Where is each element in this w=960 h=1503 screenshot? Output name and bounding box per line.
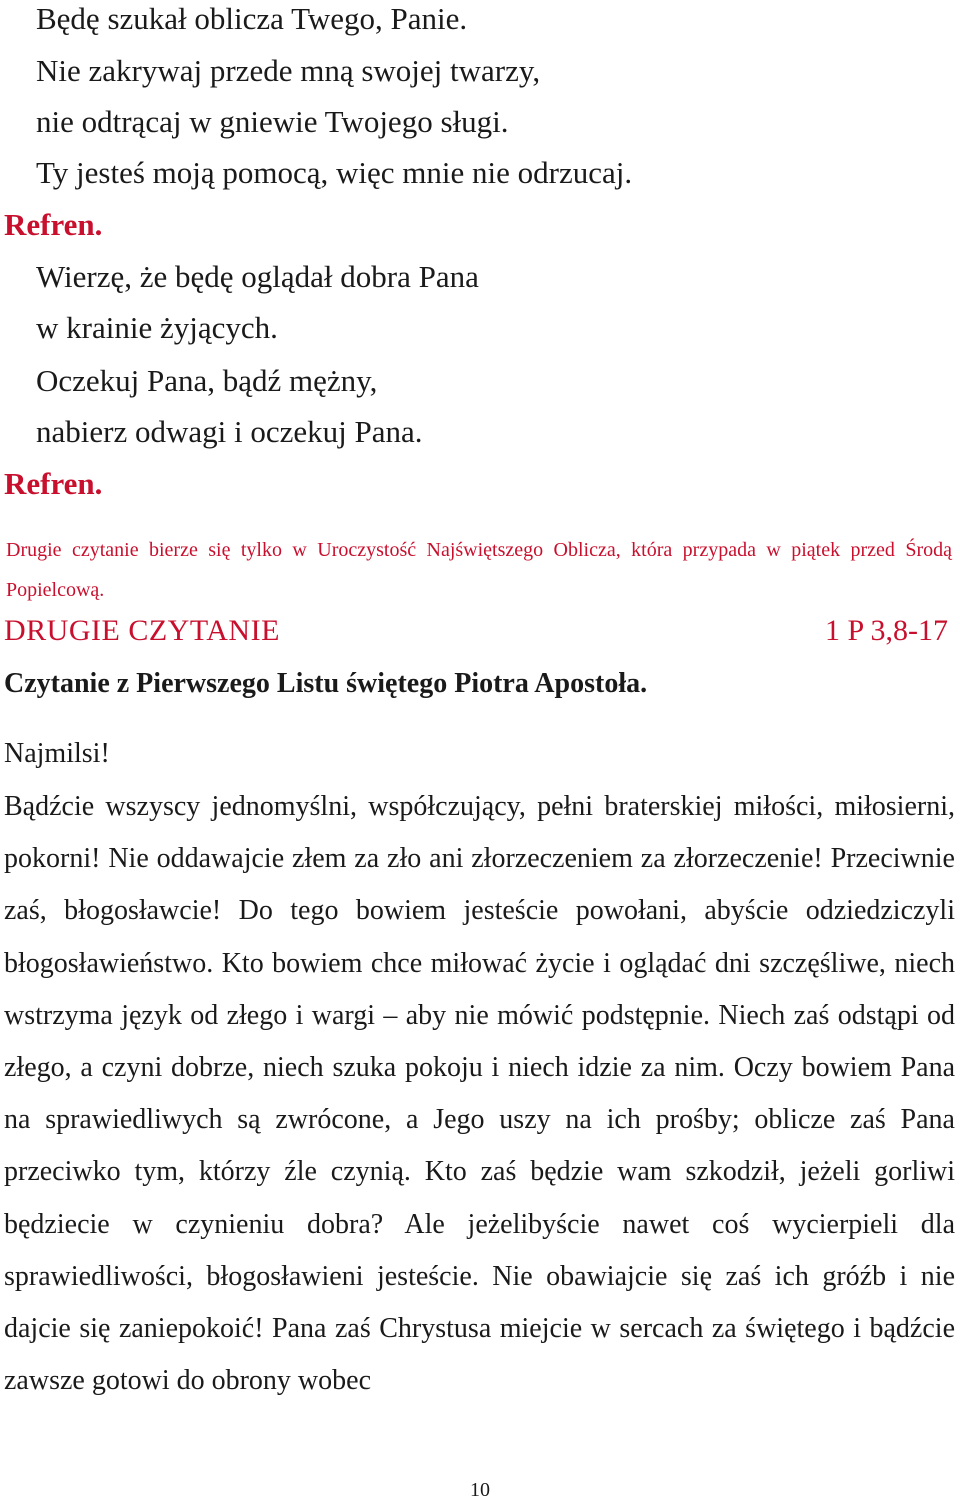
psalm-line: w krainie żyjących.	[36, 310, 278, 345]
rubric-note: Drugie czytanie bierze się tylko w Uroczystość Najświętszego Oblicza, która przypada w piątek przed Środą Popielcową.	[6, 539, 952, 601]
psalm-line: Oczekuj Pana, bądź mężny,	[36, 363, 378, 398]
reading-source: Czytanie z Pierwszego Listu świętego Piotra Apostoła.	[4, 668, 648, 699]
psalm-line: Nie zakrywaj przede mną swojej twarzy,	[36, 53, 541, 88]
refrain-label: Refren.	[4, 207, 103, 242]
page-number: 10	[470, 1479, 490, 1501]
psalm-line: Będę szukał oblicza Twego, Panie.	[36, 1, 468, 36]
reading-title: DRUGIE CZYTANIE	[4, 614, 280, 647]
psalm-line: Ty jesteś moją pomocą, więc mnie nie odrzucaj.	[36, 155, 633, 190]
scripture-reference: 1 P 3,8-17	[824, 614, 948, 647]
psalm-line: nie odtrącaj w gniewie Twojego sługi.	[36, 104, 509, 139]
psalm-line: nabierz odwagi i oczekuj Pana.	[36, 414, 423, 449]
psalm-line: Wierzę, że będę oglądał dobra Pana	[36, 259, 479, 294]
reading-greeting: Najmilsi!	[4, 738, 110, 769]
refrain-label: Refren.	[4, 466, 103, 501]
reading-body: Bądźcie wszyscy jednomyślni, współczujący, pełni braterskiej miłości, miłosierni, pokorni! Nie oddawajcie złem za zło ani złorzeczeniem za złorzeczenie! Przeciwnie zaś, błogosławcie! Do tego bowiem jesteście powołani, abyście odziedziczyli błogosławieństwo. Kto bowiem chce miłować życie i oglądać dni szczęśliwe, niech wstrzyma język od złego i wargi – aby nie mówić podstępnie. Niech zaś odstąpi od złego, a czyni dobrze, niech szuka pokoju i niech idzie za nim. Oczy bowiem Pana na sprawiedliwych są zwrócone, a Jego uszy na ich prośby; oblicze zaś Pana przeciwko tym, którzy źle czynią. Kto zaś będzie wam szkodził, jeżeli gorliwi będziecie w czynieniu dobra? Ale jeżelibyście nawet coś wycierpieli dla sprawiedliwości, błogosławieni jesteście. Nie obawiajcie się zaś ich gróźb i nie dajcie się zaniepokoić! Pana zaś Chrystusa miejcie w sercach za świętego i bądźcie zawsze gotowi do obrony wobec	[4, 791, 955, 1397]
